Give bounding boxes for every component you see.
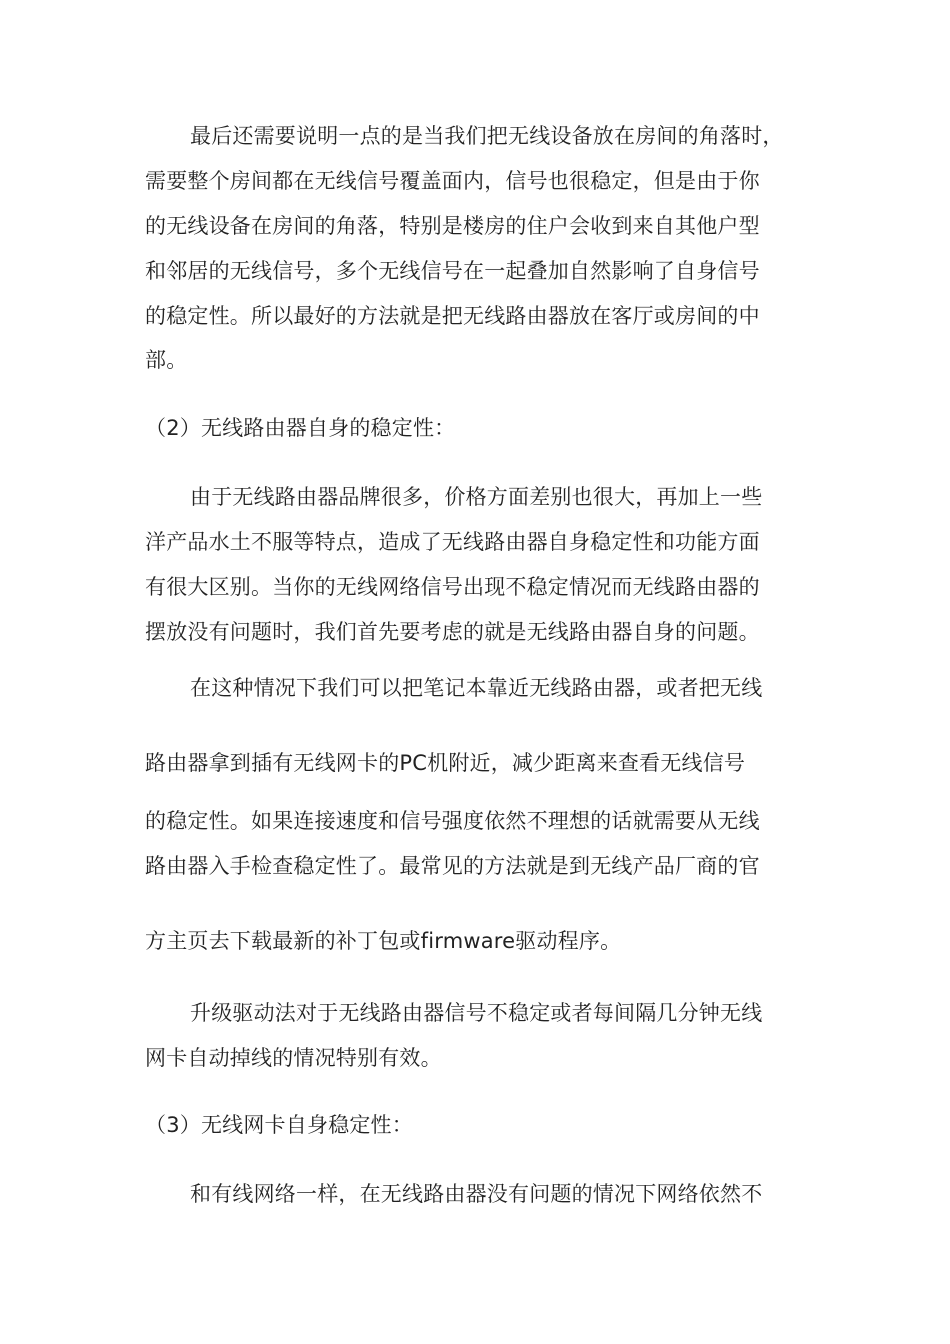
paragraph-3-line-2: 路由器拿到插有无线网卡的PC机附近，减少距离来查看无线信号 bbox=[145, 751, 746, 775]
paragraph-3-line-5: 方主页去下载最新的补丁包或firmware驱动程序。 bbox=[145, 929, 622, 953]
paragraph-3-line-1: 在这种情况下我们可以把笔记本靠近无线路由器，或者把无线 bbox=[190, 676, 763, 700]
paragraph-1-line-2: 需要整个房间都在无线信号覆盖面内，信号也很稳定，但是由于你 bbox=[145, 169, 760, 193]
section-heading-3: （3）无线网卡自身稳定性： bbox=[145, 1113, 413, 1137]
section-heading-2: （2）无线路由器自身的稳定性： bbox=[145, 416, 456, 440]
paragraph-1-line-5: 的稳定性。所以最好的方法就是把无线路由器放在客厅或房间的中 bbox=[145, 304, 760, 328]
paragraph-5-line-1: 和有线网络一样，在无线路由器没有问题的情况下网络依然不 bbox=[190, 1182, 763, 1206]
paragraph-1-line-4: 和邻居的无线信号，多个无线信号在一起叠加自然影响了自身信号 bbox=[145, 259, 760, 283]
paragraph-1-line-6: 部。 bbox=[145, 348, 188, 372]
paragraph-4-line-2: 网卡自动掉线的情况特别有效。 bbox=[145, 1046, 442, 1070]
paragraph-2-line-1: 由于无线路由器品牌很多，价格方面差别也很大，再加上一些 bbox=[190, 485, 763, 509]
paragraph-2-line-3: 有很大区别。当你的无线网络信号出现不稳定情况而无线路由器的 bbox=[145, 575, 760, 599]
paragraph-3-line-3: 的稳定性。如果连接速度和信号强度依然不理想的话就需要从无线 bbox=[145, 809, 760, 833]
paragraph-4-line-1: 升级驱动法对于无线路由器信号不稳定或者每间隔几分钟无线 bbox=[190, 1001, 763, 1025]
paragraph-1-line-1: 最后还需要说明一点的是当我们把无线设备放在房间的角落时， bbox=[190, 124, 784, 148]
paragraph-3-line-4: 路由器入手检查稳定性了。最常见的方法就是到无线产品厂商的官 bbox=[145, 854, 760, 878]
paragraph-2-line-4: 摆放没有问题时，我们首先要考虑的就是无线路由器自身的问题。 bbox=[145, 620, 760, 644]
paragraph-1-line-3: 的无线设备在房间的角落，特别是楼房的住户会收到来自其他户型 bbox=[145, 214, 760, 238]
paragraph-2-line-2: 洋产品水土不服等特点，造成了无线路由器自身稳定性和功能方面 bbox=[145, 530, 760, 554]
